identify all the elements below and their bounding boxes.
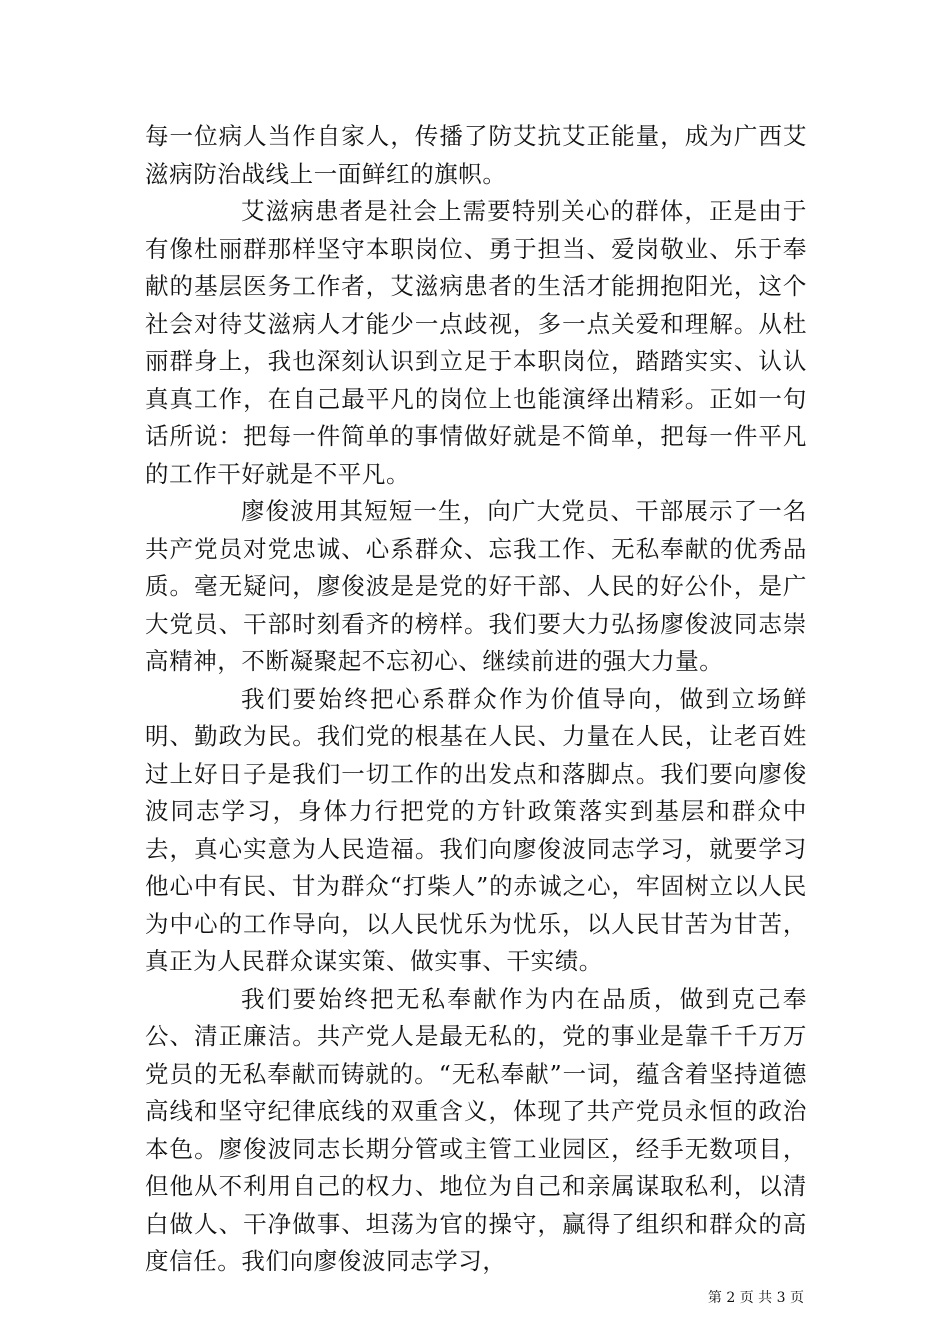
document-body bbox=[145, 118, 807, 1281]
page-number-footer: 第 2 页 共 3 页 bbox=[707, 1290, 804, 1306]
paragraph: 艾滋病患者是社会上需要特别关心的群体，正是由于有像杜丽群那样坚守本职岗位、勇于担当、爱岗敬业、乐于奉献的基层医务工作者，艾滋病患者的生活才能拥抱阳光，这个社会对待艾滋病人才能少一点歧视，多一点关爱和理解。从杜丽群身上，我也深刻认识到立足于本职岗位，踏踏实实、认认真真工作，在自己最平凡的岗位上也能演绎出精彩。正如一句话所说：把每一件简单的事情做好就是不简单，把每一件平凡的工作干好就是不平凡。 bbox=[145, 197, 807, 488]
paragraph: 廖俊波用其短短一生，向广大党员、干部展示了一名共产党员对党忠诚、心系群众、忘我工作、无私奉献的优秀品质。毫无疑问，廖俊波是是党的好干部、人民的好公仆，是广大党员、干部时刻看齐的榜样。我们要大力弘扬廖俊波同志崇高精神，不断凝聚起不忘初心、继续前进的强大力量。 bbox=[145, 497, 807, 675]
paragraph-continued: 每一位病人当作自家人，传播了防艾抗艾正能量，成为广西艾滋病防治战线上一面鲜红的旗帜。 bbox=[145, 122, 807, 188]
paragraph: 我们要始终把无私奉献作为内在品质，做到克己奉公、清正廉洁。共产党人是最无私的，党的事业是靠千千万万党员的无私奉献而铸就的。“无私奉献”一词，蕴含着坚持道德高线和坚守纪律底线的双重含义，体现了共产党员永恒的政治本色。廖俊波同志长期分管或主管工业园区，经手无数项目，但他从不利用自己的权力、地位为自己和亲属谋取私利，以清白做人、干净做事、坦荡为官的操守，赢得了组织和群众的高度信任。我们向廖俊波同志学习， bbox=[145, 984, 807, 1275]
paragraph: 我们要始终把心系群众作为价值导向，做到立场鲜明、勤政为民。我们党的根基在人民、力量在人民，让老百姓过上好日子是我们一切工作的出发点和落脚点。我们要向廖俊波同志学习，身体力行把党的方针政策落实到基层和群众中去，真心实意为人民造福。我们向廖俊波同志学习，就要学习他心中有民、甘为群众“打柴人”的赤诚之心，牢固树立以人民为中心的工作导向，以人民忧乐为忧乐，以人民甘苦为甘苦，真正为人民群众谋实策、做实事、干实绩。 bbox=[145, 684, 807, 975]
